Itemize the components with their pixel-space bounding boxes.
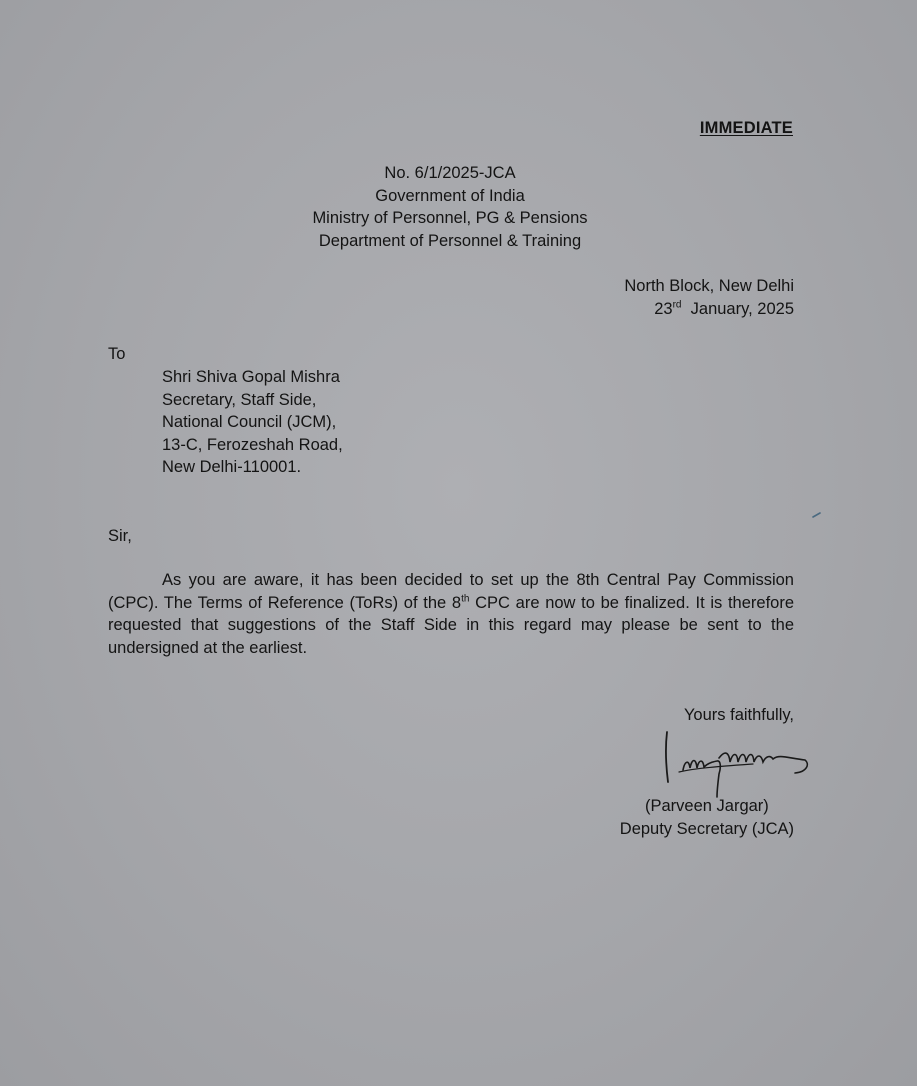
- ministry-line: Ministry of Personnel, PG & Pensions: [312, 209, 588, 227]
- signatory-designation: Deputy Secretary (JCA): [619, 819, 794, 838]
- date-month-year: January, 2025: [690, 299, 794, 318]
- body-superscript: th: [461, 593, 470, 604]
- body-paragraph: [108, 569, 794, 659]
- place: North Block, New Delhi: [624, 277, 794, 295]
- addressee-block: [162, 366, 343, 479]
- letter-header: [0, 162, 900, 252]
- signatory-name: (Parveen Jargar): [644, 797, 769, 815]
- closing-line: Yours faithfully,: [683, 706, 794, 724]
- salutation: Sir,: [108, 527, 132, 545]
- addressee-line: Secretary, Staff Side,: [162, 390, 317, 409]
- government-line: Government of India: [375, 186, 525, 205]
- addressee-line: 13-C, Ferozeshah Road,: [162, 435, 343, 454]
- addressee-line: New Delhi-110001.: [162, 458, 302, 476]
- ink-speck-mark: [812, 512, 821, 518]
- priority-label: IMMEDIATE: [699, 119, 793, 137]
- signatory-block: [620, 795, 794, 840]
- date-day-suffix: rd: [672, 299, 682, 310]
- place-date-block: [624, 275, 794, 320]
- department-line: Department of Personnel & Training: [318, 231, 582, 250]
- addressee-line: National Council (JCM),: [162, 413, 337, 431]
- to-label: To: [108, 345, 126, 363]
- addressee-line: Shri Shiva Gopal Mishra: [162, 368, 340, 386]
- date: [624, 298, 794, 321]
- handwritten-signature: [655, 724, 820, 799]
- body-text-part2: CPC are now to be finalized. It is therefore requested that suggestions of the Staff Side in this regard may please be sent to the undersigned at the earliest.: [108, 593, 794, 657]
- date-day: 23: [654, 299, 673, 318]
- body-text-part1: As you are aware, it has been decided to set up the 8th Central Pay Commission (CPC). The Terms of Reference (ToRs) of the 8: [108, 571, 794, 612]
- file-number: No. 6/1/2025-JCA: [384, 164, 516, 182]
